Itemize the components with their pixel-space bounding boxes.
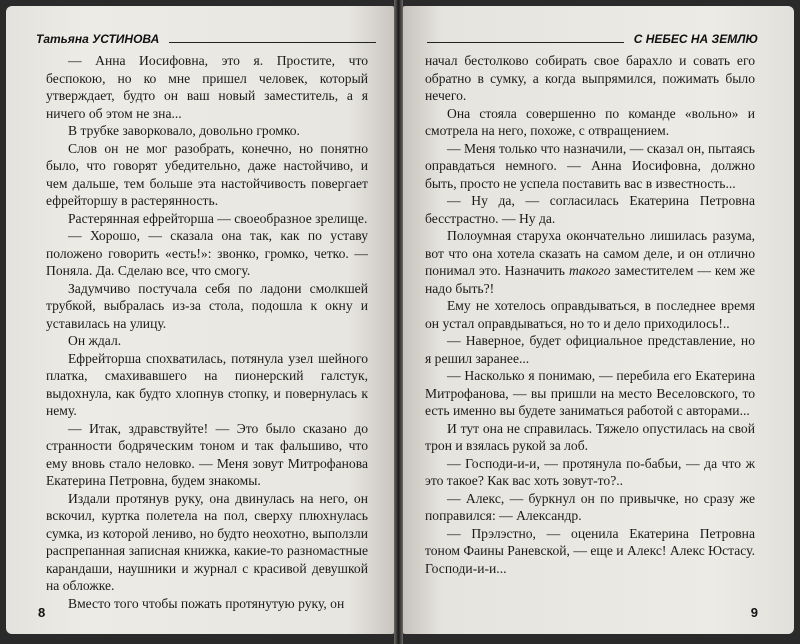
right-page-number: 9 <box>750 605 758 620</box>
paragraph: — Ну да, — согласилась Екатерина Петровна бесстрастно. — Ну да. <box>425 193 755 226</box>
text-run: заместителем — кем же надо быть?! <box>425 263 756 296</box>
author-name: Татьяна УСТИНОВА <box>36 32 160 46</box>
right-running-head <box>427 26 758 46</box>
paragraph: — Анна Иосифовна, это я. Простите, что беспокою, но ко мне пришел человек, который утверждает, будто он ваш новый заместитель, а я ничего об этом не зна... <box>46 53 368 121</box>
paragraph: Он ждал. <box>68 333 122 348</box>
paragraph: Вместо того чтобы пожать протянутую руку, он <box>68 595 345 611</box>
paragraph: — Меня только что назначили, — сказал он, пытаясь оправдаться немного. — Анна Иосифовна, должно быть, просто не успела поставить вас в известность... <box>425 140 755 191</box>
book-title: С НЕБЕС НА ЗЕМЛЮ <box>633 32 758 46</box>
paragraph: Слов он не мог разобрать, конечно, но понятно было, что говорят убедительно, даже настойчиво, и чем дальше, тем больше эта настойчивость повергает ефрейторшу в растерянность. <box>46 140 368 208</box>
left-page-text <box>46 52 368 612</box>
left-page-number: 8 <box>38 605 46 620</box>
emphasis: такого <box>568 263 611 278</box>
paragraph: Издали протянув руку, она двинулась на него, он вскочил, куртка полетела на пол, сверху плюхнулась сумка, из которой лениво, но будто неохотно, выползли распрепанная записная книжка, какие-то разномастные карандаши, наушники и журнал с красивой девушкой на обложке. <box>46 490 368 593</box>
paragraph: — Насколько я понимаю, — перебила его Екатерина Митрофанова, — вы пришли на место Веселовского, то есть именно вы будете заниматься работой с авторами... <box>425 368 755 418</box>
paragraph: И тут она не справилась. Тяжело опустилась на свой трон и взялась рукой за лоб. <box>425 420 755 453</box>
paragraph: Ему не хотелось оправдываться, в последнее время он устал оправдываться, но то и дело приходилось!.. <box>425 298 755 331</box>
paragraph: Она стояла совершенно по команде «вольно» и смотрела на него, похоже, с отвращением. <box>425 105 755 138</box>
book-gutter <box>394 0 403 644</box>
paragraph: — Итак, здравствуйте! — Это было сказано до странности бодряческим тоном и так фальшиво, что ему вновь стало неловко. — Меня зовут Митрофанова Екатерина Петровна, будем знакомы. <box>46 420 368 488</box>
paragraph: Задумчиво постучала себя по ладони смолкшей трубкой, выбралась из-за стола, подошла к окну и уставилась на улицу. <box>46 280 368 331</box>
paragraph: начал бестолково собирать свое барахло и совать его обратно в сумку, а когда выпрямился, пожимать было нечего. <box>425 53 755 103</box>
paragraph: — Наверное, будет официальное представление, но я решил заранее... <box>425 333 755 366</box>
paragraph: — Алекс, — буркнул он по привычке, но сразу же поправился: — Александр. <box>425 490 755 523</box>
header-rule <box>427 42 624 43</box>
paragraph: — Хорошо, — сказала она так, как по уставу положено говорить «есть!»: звонко, громко, четко. — Поняла. Да. Сделаю все, что смогу. <box>46 228 368 278</box>
paragraph: Ефрейторша спохватилась, потянула узел шейного платка, смахивавшего на пионерский галстук, выдохнула, как будто хлопнув стопку, и повернулась к нему. <box>46 350 368 418</box>
right-page <box>403 6 794 634</box>
left-running-head <box>36 26 376 46</box>
right-page-text <box>425 52 755 577</box>
header-rule <box>169 42 376 43</box>
paragraph: — Господи-и-и, — протянула по-бабьи, — да что ж это такое? Как вас хоть зовут-то?.. <box>425 455 755 488</box>
paragraph <box>425 227 755 297</box>
paragraph: В трубке заворковало, довольно громко. <box>68 123 300 138</box>
paragraph: Растерянная ефрейторша — своеобразное зрелище. <box>68 210 368 226</box>
text-run: Полоумная старуха окончательно лишилась разума, вот что она хотела сказать на самом деле, и он отлично понимал это. Назначить <box>425 228 755 278</box>
left-page <box>6 6 394 634</box>
paragraph: — Прэлэстно, — оценила Екатерина Петровна тоном Фаины Раневской, — еще и Алекс! Алекс Юстасу. Господи-и-и... <box>425 525 755 576</box>
